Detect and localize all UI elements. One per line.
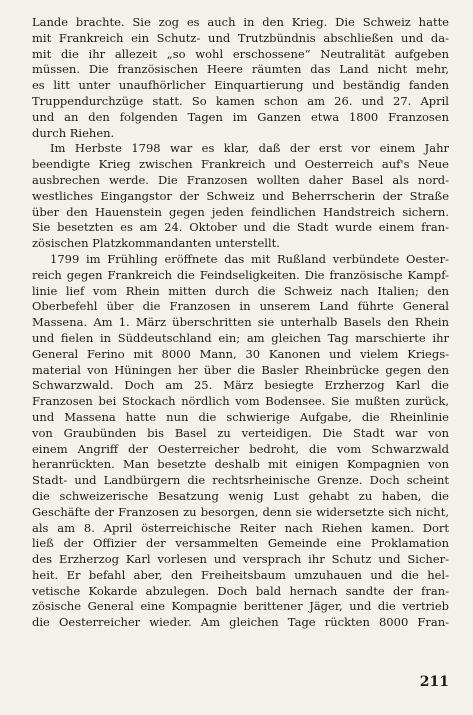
text-line: durch Riehen. — [32, 125, 115, 140]
text-line: die schweizerische Besatzung wenig Lust gehabt zu haben, die — [32, 488, 449, 503]
text-line: reich gegen Frankreich die Feindseligkeiten. Die französische Kampf- — [32, 267, 449, 282]
text-line: ließ der Offizier der versammelten Gemeinde eine Proklamation — [32, 536, 449, 551]
text-line: Lande brachte. Sie zog es auch in den Krieg. Die Schweiz hatte — [32, 15, 449, 29]
text-line: und Massena hatte nun die schwierige Aufgabe, die Rheinlinie — [32, 409, 449, 424]
text-line: vetische Kokarde abzulegen. Doch bald hernach sandte der fran- — [32, 583, 449, 598]
text-line: zösischen Platzkommandanten unterstellt. — [32, 236, 280, 251]
text-line: über den Hauenstein gegen jeden feindlichen Handstreich sichern. — [32, 204, 449, 219]
text-line: beendigte Krieg zwischen Frankreich und Oesterreich auf's Neue — [32, 157, 449, 172]
text-line: westliches Eingangstor der Schweiz und Beherrscherin der Straße — [32, 188, 449, 203]
text-line: ausbrechen werde. Die Franzosen wollten daher Basel als nord- — [32, 172, 449, 187]
text-line: und fielen in Süddeutschland ein; am gleichen Tag marschierte ihr — [32, 330, 449, 345]
text-line: heit. Er befahl aber, den Freiheitsbaum umzuhauen und die hel- — [32, 567, 449, 582]
text-line: zösische General eine Kompagnie berittener Jäger, und die vertrieb — [32, 599, 449, 614]
text-line: es litt unter unaufhörlicher Einquartierung und beständig fanden — [32, 78, 449, 93]
text-line: mit Frankreich ein Schutz- und Trutzbündnis abschließen und da- — [32, 30, 449, 45]
text-line: von Graubünden bis Basel zu verteidigen. Die Stadt war von — [32, 425, 449, 440]
text-line: Im Herbste 1798 war es klar, daß der erst vor einem Jahr — [50, 141, 449, 156]
page-number: 211 — [419, 674, 449, 690]
text-line: und an den folgenden Tagen im Ganzen etwa 1800 Franzosen — [32, 109, 449, 124]
text-line: Geschäfte der Franzosen zu besorgen, denn sie widersetzte sich nicht, — [32, 504, 449, 519]
text-line: einem Angriff der Oesterreicher bedroht, die vom Schwarzwald — [32, 441, 449, 456]
text-line: Franzosen bei Stockach nördlich vom Bodensee. Sie mußten zurück, — [32, 394, 449, 409]
text-line: linie lief vom Rhein mitten durch die Schweiz nach Italien; den — [32, 283, 449, 298]
text-line: Schwarzwald. Doch am 25. März besiegte Erzherzog Karl die — [32, 378, 449, 393]
text-line: die Oesterreicher wieder. Am gleichen Tage rückten 8000 Fran- — [32, 615, 449, 630]
text-line: des Erzherzog Karl vorlesen und versprach ihr Schutz und Sicher- — [32, 552, 449, 567]
text-line: 1799 im Frühling eröffnete das mit Rußland verbündete Oester- — [50, 251, 449, 266]
text-line: heranrückten. Man besetzte deshalb mit einigen Kompagnien von — [32, 457, 449, 472]
text-line: als am 8. April österreichische Reiter nach Riehen kamen. Dort — [32, 520, 449, 535]
text-line: General Ferino mit 8000 Mann, 30 Kanonen und vielem Kriegs- — [32, 346, 449, 361]
text-line: Truppendurchzüge statt. So kamen schon am 26. und 27. April — [32, 93, 449, 108]
text-line: mit die ihr allezeit „so wohl erschossene“ Neutralität aufgeben — [32, 46, 449, 61]
text-line: material von Hüningen her über die Basler Rheinbrücke gegen den — [32, 362, 449, 377]
text-line: Stadt- und Landbürgern die rechtsrheinische Grenze. Doch scheint — [32, 473, 449, 488]
body-text — [32, 15, 449, 631]
text-line: Sie besetzten es am 24. Oktober und die Stadt wurde einem fran- — [32, 220, 449, 235]
text-line: Oberbefehl über die Franzosen in unserem Land führte General — [32, 299, 449, 314]
text-line: müssen. Die französischen Heere räumten das Land nicht mehr, — [32, 62, 449, 77]
text-line: Massena. Am 1. März überschritten sie unterhalb Basels den Rhein — [32, 315, 449, 330]
